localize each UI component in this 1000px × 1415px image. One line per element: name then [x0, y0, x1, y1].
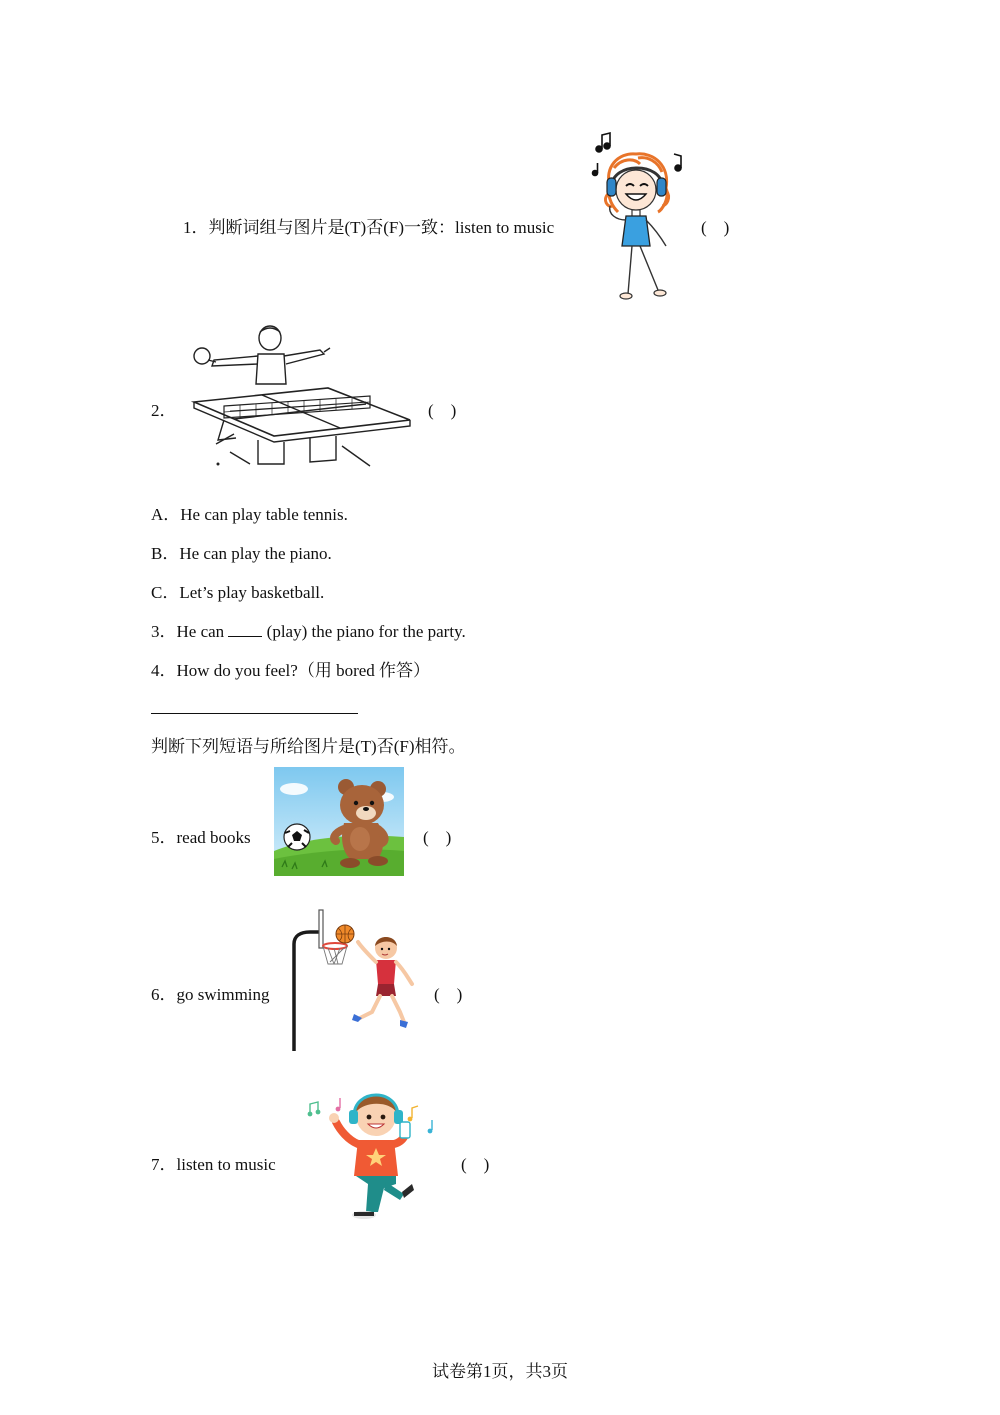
question-4: 4．How do you feel?（用 bored 作答） — [151, 661, 431, 680]
question-2-number: 2． — [151, 401, 177, 420]
question-3-after: (play) the piano for the party. — [262, 622, 466, 641]
table-tennis-player-icon — [190, 322, 412, 468]
question-3 — [151, 617, 466, 642]
question-1 — [183, 213, 554, 238]
girl-with-headphones-icon — [588, 128, 688, 304]
question-3-blank[interactable] — [228, 622, 262, 637]
section-instruction: 判断下列短语与所给图片是(T)否(F)相符。 — [151, 737, 466, 756]
option-a: A．He can play table tennis. — [151, 505, 348, 524]
question-1-number: 1． — [183, 218, 209, 237]
bear-playing-football-icon — [274, 767, 404, 876]
option-c: C．Let’s play basketball. — [151, 583, 325, 602]
question-6: 6．go swimming — [151, 985, 270, 1004]
page-footer: 试卷第1页，共3页 — [432, 1362, 568, 1381]
question-5-answer-paren: ( ) — [423, 828, 452, 847]
question-6-answer-paren: ( ) — [434, 985, 463, 1004]
question-4-answer-line[interactable] — [151, 712, 358, 714]
question-2-answer-paren: ( ) — [428, 401, 457, 420]
question-5: 5．read books — [151, 828, 251, 847]
question-3-before: 3．He can — [151, 622, 229, 641]
question-7: 7．listen to music — [151, 1155, 276, 1174]
boy-playing-basketball-icon — [288, 908, 418, 1053]
question-1-text: 判断词组与图片是(T)否(F)一致：listen to music — [208, 218, 555, 237]
question-1-answer-paren: ( ) — [701, 218, 730, 237]
option-b: B．He can play the piano. — [151, 544, 332, 563]
question-7-answer-paren: ( ) — [461, 1155, 490, 1174]
boy-listening-to-music-icon — [304, 1084, 440, 1220]
